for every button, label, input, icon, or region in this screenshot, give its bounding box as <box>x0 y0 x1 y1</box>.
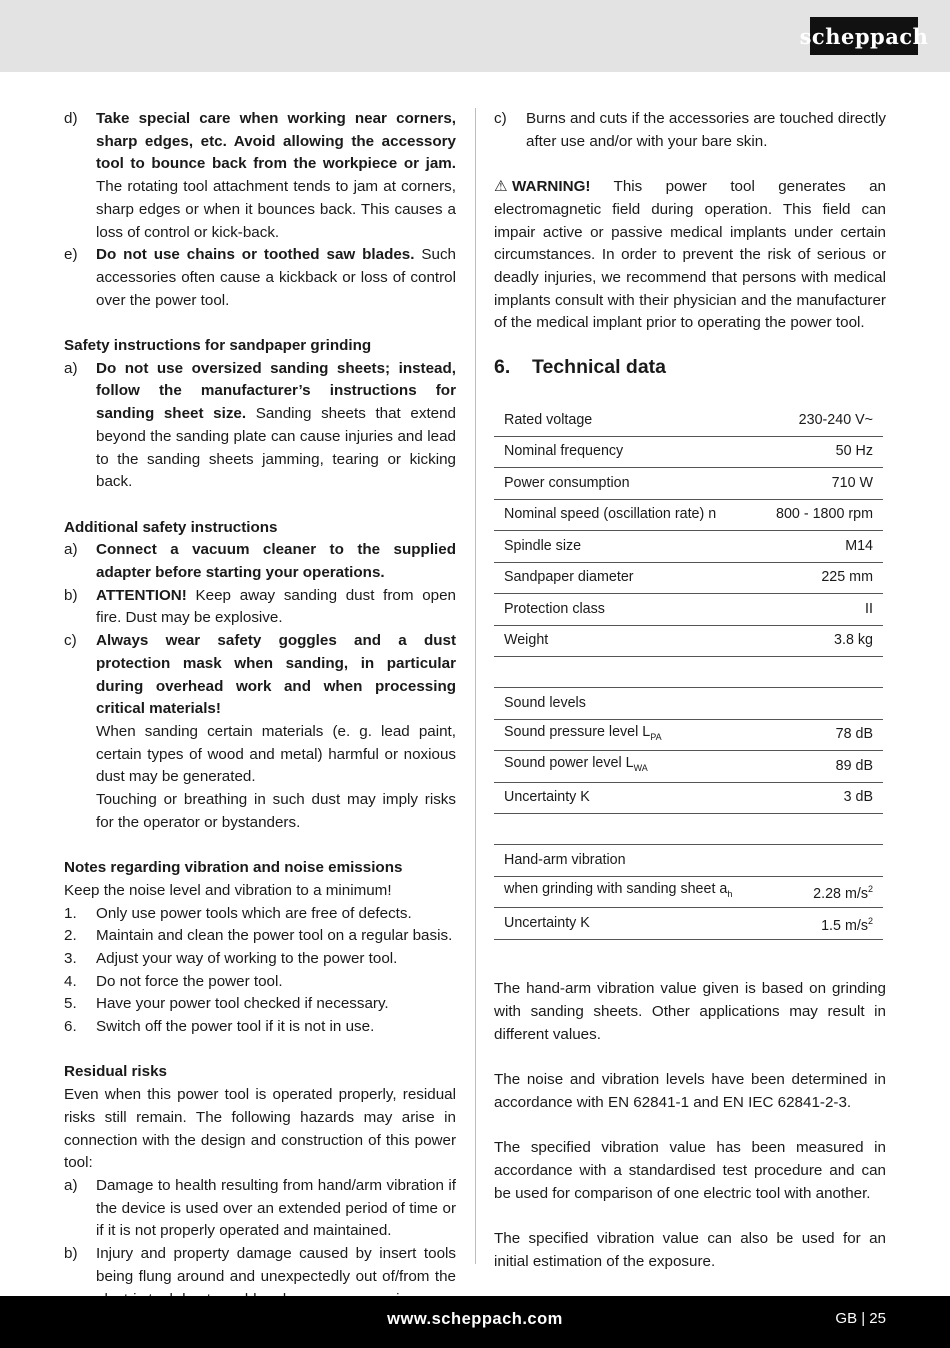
paragraph: The specified vibration value can also be used for an initial estimation of the exposure. <box>494 1229 886 1270</box>
list-marker: b) <box>64 586 78 604</box>
list-marker: c) <box>494 110 507 127</box>
table-value: 89 dB <box>788 751 883 783</box>
residual-item-a-text: Damage to health resulting from hand/arm vibration if the device is used over an extended period of time or if it is not properly operated and maintained. <box>96 1176 456 1240</box>
paragraph: The specified vibration value has been measured in accordance with a standardised test procedure and can be used for comparison of one electric tool with another. <box>494 1139 886 1202</box>
table-value: 230-240 V~ <box>753 405 883 436</box>
table-value: II <box>753 594 883 626</box>
grinding-label: when grinding with sanding sheet a <box>504 880 728 897</box>
vibration-item <box>64 903 456 926</box>
table-row <box>494 845 883 877</box>
additional-item-b-text: Keep away sanding dust from open fire. Dust may be explosive. <box>96 586 456 627</box>
vibration-item-text: Do not force the power tool. <box>96 972 283 990</box>
table-key: Rated voltage <box>494 405 753 436</box>
vibration-item <box>64 1016 456 1039</box>
residual-item-b-text: Injury and property damage caused by insert tools being flung around and unexpectedly out of/from the <box>96 1245 456 1285</box>
residual-item-c-text: Burns and cuts if the accessories are touched directly after use and/or with your bare skin. <box>526 110 886 150</box>
sandpaper-item-a <box>64 358 456 494</box>
list-marker: 5. <box>64 995 77 1013</box>
sound-levels-table <box>494 687 883 814</box>
table-key: Nominal frequency <box>494 436 753 468</box>
residual-heading: Residual risks <box>64 1063 167 1081</box>
website-link[interactable]: www.scheppach.com <box>387 1310 563 1328</box>
section-title-text: Technical data <box>532 356 667 379</box>
table-row <box>494 751 883 783</box>
list-marker: 3. <box>64 949 77 967</box>
table-key: Power consumption <box>494 468 753 500</box>
warning-text: This power tool generates an electromagnetic field during operation. This field can impair active or passive medical implants under certain circumstances. In order to prevent the risk of serious or deadly injuries, we recommend that persons with medical implants consult with their physician and the manufacturer of the medical implant prior to operating the power tool. <box>494 178 886 332</box>
table-row <box>494 436 883 468</box>
table-value: 800 - 1800 rpm <box>753 499 883 531</box>
table-key: Protection class <box>494 594 753 626</box>
list-marker: 6. <box>64 1018 77 1036</box>
table-value: 3 dB <box>788 782 883 814</box>
sandpaper-item-a-bold: Do not use oversized sanding sheets; instead, follow the manufacturer’s instructions for sanding sheet size. <box>96 359 456 423</box>
list-item-e <box>64 244 456 312</box>
sandpaper-heading: Safety instructions for sandpaper grinding <box>64 337 372 355</box>
table-row <box>494 719 883 751</box>
attention-label: ATTENTION! <box>96 586 187 604</box>
table-row <box>494 562 883 594</box>
additional-item-a <box>64 539 456 584</box>
vibration-item-text: Only use power tools which are free of defects. <box>96 904 412 922</box>
list-marker: a) <box>64 541 78 559</box>
sound-power-label: Sound power level L <box>504 755 634 772</box>
residual-item-a <box>64 1175 456 1243</box>
additional-heading: Additional safety instructions <box>64 518 278 536</box>
vibration-item <box>64 993 456 1016</box>
table-row <box>494 499 883 531</box>
paragraph: The hand-arm vibration value given is based on grinding with sanding sheets. Other applications may result in different values. <box>494 980 886 1043</box>
item-d-text: The rotating tool attachment tends to jam at corners, sharp edges or when it bounces back. This causes a loss of control or kick-back. <box>96 178 456 241</box>
table-value: 225 mm <box>753 562 883 594</box>
table-key: Sandpaper diameter <box>494 562 753 594</box>
list-item-d <box>64 108 456 244</box>
vibration-item-text: Maintain and clean the power tool on a regular basis. <box>96 927 453 945</box>
table-key <box>494 719 788 751</box>
sound-power-sub: WA <box>633 763 648 774</box>
vibration-intro: Keep the noise level and vibration to a minimum! <box>64 881 392 899</box>
table-key: Uncertainty K <box>494 908 788 940</box>
additional-item-c-text-2: Touching or breathing in such dust may imply risks for the operator or bystanders. <box>96 791 456 831</box>
warning-triangle-icon: ⚠ <box>494 178 508 196</box>
warning-paragraph <box>494 176 886 335</box>
vibration-item-text: Adjust your way of working to the power tool. <box>96 949 398 967</box>
table-row <box>494 625 883 657</box>
table-value: 3.8 kg <box>753 625 883 657</box>
vibration-item <box>64 971 456 994</box>
header-bar <box>0 0 950 72</box>
list-marker: a) <box>64 359 78 377</box>
list-marker: 2. <box>64 927 77 945</box>
left-column <box>64 108 456 1334</box>
brand-logo: scheppach <box>810 17 918 55</box>
list-marker: a) <box>64 1176 78 1194</box>
table-row <box>494 468 883 500</box>
table-value: 78 dB <box>788 719 883 751</box>
list-marker: d) <box>64 110 78 127</box>
vibration-heading: Notes regarding vibration and noise emissions <box>64 859 403 877</box>
additional-item-b <box>64 585 456 630</box>
table-row <box>494 908 883 940</box>
vibration-item <box>64 925 456 948</box>
sound-levels-heading: Sound levels <box>494 688 883 720</box>
item-d-bold: Take special care when working near corners, sharp edges, etc. Avoid allowing the accessory tool to bounce back from the workpiece or jam. <box>96 110 456 173</box>
vibration-item <box>64 948 456 971</box>
paragraph: The noise and vibration levels have been determined in accordance with EN 62841-1 and EN IEC 62841-2-3. <box>494 1071 886 1111</box>
tech-data-table <box>494 405 883 657</box>
table-key <box>494 751 788 783</box>
sound-pressure-label: Sound pressure level L <box>504 723 651 740</box>
page-number: GB | 25 <box>835 1310 886 1327</box>
vibration-item-text: Switch off the power tool if it is not in use. <box>96 1018 375 1036</box>
table-key: Nominal speed (oscillation rate) n <box>494 499 753 531</box>
table-value: 710 W <box>753 468 883 500</box>
table-value: 50 Hz <box>753 436 883 468</box>
table-value <box>788 876 883 908</box>
list-marker: b) <box>64 1245 78 1263</box>
item-e-bold: Do not use chains or toothed saw blades. <box>96 246 415 264</box>
hand-arm-heading: Hand-arm vibration <box>494 845 883 877</box>
warning-label: WARNING! <box>512 178 591 196</box>
column-divider <box>475 108 476 1264</box>
table-row <box>494 405 883 436</box>
residual-intro: Even when this power tool is operated properly, residual risks still remain. The following hazards may arise in connection with the design and construction of this power tool: <box>64 1086 456 1172</box>
table-value: M14 <box>753 531 883 563</box>
uncertainty-sup: 2 <box>867 915 873 926</box>
additional-item-c-bold: Always wear safety goggles and a dust protection mask when sanding, in particular during overhead work and when processing critical materials! <box>96 632 456 718</box>
additional-item-a-bold: Connect a vacuum cleaner to the supplied adapter before starting your operations. <box>96 541 456 582</box>
table-value <box>788 908 883 940</box>
sound-pressure-sub: PA <box>650 731 662 742</box>
table-key: Weight <box>494 625 753 657</box>
item-e-text: Such accessories often cause a kickback or loss of control over the power tool. <box>96 246 457 309</box>
section-title <box>494 353 886 381</box>
list-marker: e) <box>64 246 78 264</box>
additional-item-c <box>64 630 456 834</box>
table-row <box>494 782 883 814</box>
grinding-value: 2.28 m/s <box>813 885 868 902</box>
vibration-item-text: Have your power tool checked if necessary. <box>96 995 389 1013</box>
right-column <box>494 108 886 1273</box>
residual-item-c <box>494 108 886 153</box>
uncertainty-value: 1.5 m/s <box>821 917 868 934</box>
table-row <box>494 531 883 563</box>
table-key: Uncertainty K <box>494 782 788 814</box>
grinding-sup: 2 <box>867 884 873 895</box>
grinding-sub: h <box>727 888 733 899</box>
table-row <box>494 594 883 626</box>
table-key: Spindle size <box>494 531 753 563</box>
footer-bar <box>0 1296 950 1348</box>
hand-arm-vibration-table <box>494 844 883 940</box>
list-marker: 1. <box>64 904 77 922</box>
list-marker: 4. <box>64 972 77 990</box>
list-marker: c) <box>64 632 77 650</box>
section-number: 6. <box>494 356 511 379</box>
table-key <box>494 876 788 908</box>
sandpaper-item-a-text: Sanding sheets that extend beyond the sanding plate can cause injuries and lead to the sanding sheets jamming, tearing or kicking back. <box>96 405 456 491</box>
additional-item-c-text-1: When sanding certain materials (e. g. lead paint, certain types of wood and metal) harmful or noxious dust may be generated. <box>96 722 456 786</box>
table-row <box>494 876 883 908</box>
table-row <box>494 688 883 720</box>
